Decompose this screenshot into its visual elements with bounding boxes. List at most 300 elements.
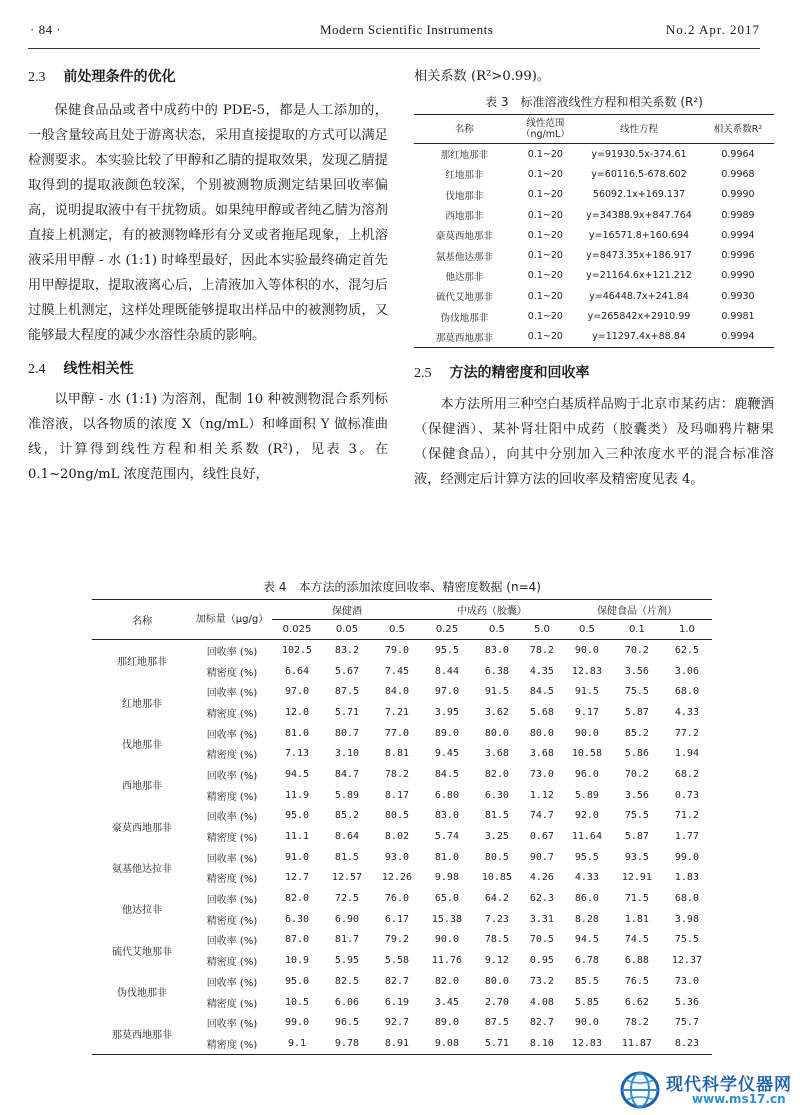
table-cell: 0.1~20 xyxy=(527,168,563,180)
metric-precision-label: 精密度 (%) xyxy=(206,750,258,762)
table-cell: 氨基他达那非 xyxy=(435,251,493,263)
table-3-body xyxy=(414,144,774,348)
section-2-5-heading: 2.5 方法的精密度和回收率 xyxy=(414,364,590,381)
table-cell: 4.08 xyxy=(529,996,554,1008)
table-cell: 91.0 xyxy=(284,851,310,863)
table-cell: 11.87 xyxy=(612,1033,662,1054)
table-4-block xyxy=(92,578,712,1055)
table-cell: y=91930.5x-374.61 xyxy=(591,148,687,160)
table-row xyxy=(414,245,774,265)
table-row xyxy=(92,723,712,744)
table-cell: 11.9 xyxy=(284,789,310,801)
table-cell: 68.2 xyxy=(674,768,699,780)
table-cell: 9.08 xyxy=(422,1033,472,1054)
table-cell: 0.1~20 xyxy=(527,250,563,262)
table-cell: 72.5 xyxy=(334,893,360,905)
table-cell: 87.5 xyxy=(484,1017,509,1029)
table-cell: 8.10 xyxy=(522,1033,562,1054)
table-cell: 伪伐地那非 xyxy=(440,312,489,324)
table-cell: 73.0 xyxy=(674,975,699,987)
table-4-caption: 表 4 本方法的添加浓度回收率、精密度数据 (n=4) xyxy=(263,580,541,594)
table-cell: y=21164.6x+121.212 xyxy=(586,270,692,282)
table-4-level-header: 0.025 xyxy=(272,620,322,640)
table-cell: 5.58 xyxy=(384,955,409,967)
table-cell: 4.26 xyxy=(529,872,554,884)
table-cell: y=265842x+2910.99 xyxy=(587,311,691,323)
table-cell: 96.5 xyxy=(334,1017,360,1029)
table-cell: 8.91 xyxy=(372,1033,422,1054)
table-row xyxy=(92,681,712,702)
table-row xyxy=(414,185,774,205)
table-cell: 70.5 xyxy=(529,934,554,946)
table-4-group-tablet: 保健食品（片剂） xyxy=(562,600,712,620)
metric-precision-label: 精密度 (%) xyxy=(206,957,258,969)
table-cell: 83.0 xyxy=(484,644,509,656)
table-cell: y=60116.5-678.602 xyxy=(591,168,687,180)
compound-name: 红地那非 xyxy=(122,698,162,710)
section-2-4-heading: 2.4 线性相关性 xyxy=(28,361,134,377)
table-cell: 1.83 xyxy=(674,872,699,884)
table-cell: 80.5 xyxy=(384,810,409,822)
table-cell: 6.17 xyxy=(384,913,409,925)
compound-name: 豪莫西地那非 xyxy=(112,822,172,834)
table-cell: 99.0 xyxy=(674,851,699,863)
table-cell: 6.80 xyxy=(434,789,459,801)
table-cell: 87.0 xyxy=(284,934,310,946)
table-3-col-range: 线性范围（ng/mL） xyxy=(515,115,576,144)
table-cell: 94.5 xyxy=(574,934,599,946)
table-cell: 91.5 xyxy=(574,686,599,698)
table-4-level-header: 1.0 xyxy=(662,620,712,640)
table-row xyxy=(92,764,712,785)
table-4-group-wine: 保健酒 xyxy=(272,600,422,620)
table-cell: 80.0 xyxy=(484,975,509,987)
table-cell: 6.30 xyxy=(484,789,509,801)
table-cell: 85.2 xyxy=(624,727,649,739)
table-cell: 豪莫西地那非 xyxy=(435,231,493,243)
table-cell: 3.06 xyxy=(674,665,699,677)
table-cell: 9.98 xyxy=(434,872,459,884)
table-cell: 0.1~20 xyxy=(527,209,563,221)
table-cell: 3.31 xyxy=(529,913,554,925)
compound-name: 他达拉非 xyxy=(122,905,162,917)
table-cell: y=34388.9x+847.764 xyxy=(586,209,692,221)
running-header xyxy=(20,22,760,44)
table-row xyxy=(414,306,774,326)
table-4-body xyxy=(92,640,712,1055)
table-cell: 1.94 xyxy=(674,748,699,760)
table-cell: 90.0 xyxy=(574,644,599,656)
table-cell: 71.5 xyxy=(624,893,649,905)
table-cell: 95.5 xyxy=(434,644,459,656)
table-cell: 90.7 xyxy=(529,851,554,863)
table-cell: 0.9990 xyxy=(721,270,755,282)
table-cell: 6.88 xyxy=(624,955,649,967)
table-cell: 0.9968 xyxy=(721,168,755,180)
metric-precision-label: 精密度 (%) xyxy=(206,833,258,845)
section-2-5-paragraph: 本方法所用三种空白基质样品购于北京市某药店：鹿鞭酒（保健酒）、某补肾壮阳中成药（胶囊类）及玛咖鸦片糖果（保健食品），向其中分别加入三种浓度水平的混合标准溶液，经测定后计算方法的回收率及精密度见表 4。 xyxy=(414,396,774,487)
table-row xyxy=(414,225,774,245)
table-cell: 5.89 xyxy=(574,789,599,801)
table-cell: 97.0 xyxy=(284,686,310,698)
table-cell: 99.0 xyxy=(284,1017,310,1029)
table-cell: 95.0 xyxy=(284,975,310,987)
table-cell: 0.9989 xyxy=(721,209,755,221)
metric-precision-label: 精密度 (%) xyxy=(206,667,258,679)
table-cell: 8.81 xyxy=(384,748,409,760)
table-cell: 9.78 xyxy=(322,1033,372,1054)
table-cell: 82.0 xyxy=(284,893,310,905)
table-cell: 4.35 xyxy=(529,665,554,677)
table-cell: 82.7 xyxy=(529,1017,554,1029)
table-cell: 9.12 xyxy=(484,955,509,967)
table-cell: 90.0 xyxy=(434,934,459,946)
table-cell: 84.5 xyxy=(434,768,459,780)
table-3-header-row xyxy=(414,115,774,144)
table-cell: 12.83 xyxy=(562,1033,612,1054)
table-row xyxy=(92,847,712,868)
table-4-level-header: 0.05 xyxy=(322,620,372,640)
table-cell: 74.7 xyxy=(529,810,554,822)
table-cell: 95.5 xyxy=(574,851,599,863)
table-3-col-r2: 相关系数R² xyxy=(702,115,774,144)
table-cell: 6.38 xyxy=(484,665,509,677)
section-2-4-paragraph: 以甲醇 - 水 (1:1) 为溶剂，配制 10 种被测物混合系列标准溶液，以各物质的浓度 X（ng/mL）和峰面积 Y 做标准曲线，计算得到线性方程和相关系数 (R²)，见表 3。在 0.1~20ng/mL 浓度范围内，线性良好， xyxy=(28,392,388,482)
table-cell: 3.10 xyxy=(334,748,360,760)
table-cell: 70.2 xyxy=(624,768,649,780)
table-cell: 95.0 xyxy=(284,810,310,822)
table-cell: 11.64 xyxy=(571,831,602,843)
compound-name: 那红地那非 xyxy=(117,657,167,669)
table-cell: 3.68 xyxy=(484,748,509,760)
compound-name: 氨基他达拉非 xyxy=(112,864,172,876)
table-cell: 10.85 xyxy=(481,872,512,884)
table-cell: 75.5 xyxy=(624,810,649,822)
table-cell: 96.0 xyxy=(574,768,599,780)
table-cell: 12.7 xyxy=(284,872,310,884)
right-column xyxy=(414,66,774,492)
table-cell: 81.7 xyxy=(334,934,360,946)
table-cell: 那莫西地那非 xyxy=(414,327,515,348)
table-cell: 5.87 xyxy=(624,831,649,843)
table-cell: 0.67 xyxy=(529,831,554,843)
table-row xyxy=(414,164,774,184)
table-cell: 68.0 xyxy=(674,686,699,698)
table-cell: 8.64 xyxy=(334,831,360,843)
table-cell: 87.5 xyxy=(334,686,360,698)
table-cell: 62.3 xyxy=(529,893,554,905)
table-cell: 12.37 xyxy=(671,955,702,967)
table-cell: 74.5 xyxy=(624,934,649,946)
table-cell: y=8473.35x+186.917 xyxy=(586,250,692,262)
table-cell: 0.9994 xyxy=(721,229,755,241)
table-cell: 76.5 xyxy=(624,975,649,987)
table-4-col-name: 名称 xyxy=(92,600,192,640)
table-cell: 68.0 xyxy=(674,893,699,905)
table-cell: 75.5 xyxy=(624,686,649,698)
table-4-header-row-1 xyxy=(92,600,712,620)
journal-name: Modern Scientific Instruments xyxy=(320,22,494,37)
table-cell: 0.1~20 xyxy=(527,189,563,201)
table-cell: 89.0 xyxy=(434,727,459,739)
table-cell: 84.7 xyxy=(334,768,360,780)
table-cell: 7.23 xyxy=(484,913,509,925)
table-cell: 5.71 xyxy=(472,1033,522,1054)
table-cell: 9.1 xyxy=(272,1033,322,1054)
table-cell: 5.67 xyxy=(334,665,360,677)
table-cell: 82.0 xyxy=(434,975,459,987)
table-cell: 92.7 xyxy=(384,1017,409,1029)
table-cell: 5.71 xyxy=(334,706,360,718)
table-cell: 97.0 xyxy=(434,686,459,698)
table-cell: 78.2 xyxy=(624,1017,649,1029)
table-cell: 12.0 xyxy=(284,706,310,718)
table-cell: 12.91 xyxy=(621,872,652,884)
table-cell: 9.17 xyxy=(574,706,599,718)
table-cell: 5.87 xyxy=(624,706,649,718)
table-cell: 91.5 xyxy=(484,686,509,698)
table-cell: 5.85 xyxy=(574,996,599,1008)
table-4-level-header: 5.0 xyxy=(522,620,562,640)
table-cell: 3.62 xyxy=(484,706,509,718)
table-cell: 6.62 xyxy=(624,996,649,1008)
table-row xyxy=(414,286,774,306)
table-cell: 6.90 xyxy=(334,913,360,925)
table-cell: 12.57 xyxy=(331,872,363,884)
table-cell: 4.33 xyxy=(674,706,699,718)
table-row xyxy=(92,806,712,827)
metric-recovery-label: 回收率 (%) xyxy=(206,770,258,782)
metric-recovery-label: 回收率 (%) xyxy=(206,853,258,865)
table-cell: 11.1 xyxy=(284,831,310,843)
table-cell: 0.9981 xyxy=(721,311,755,323)
table-row xyxy=(92,971,712,992)
table-row xyxy=(414,266,774,286)
table-cell: 90.0 xyxy=(574,727,599,739)
table-cell: 0.73 xyxy=(674,789,699,801)
table-cell: 9.45 xyxy=(434,748,459,760)
issue-info: No.2 Apr. 2017 xyxy=(665,22,760,37)
page-number: · 84 · xyxy=(30,22,62,37)
table-cell: 0.9994 xyxy=(702,327,774,348)
table-cell: 硫代艾地那非 xyxy=(435,292,493,304)
compound-name: 那莫西地那非 xyxy=(92,1012,192,1054)
table-4-level-header: 0.5 xyxy=(372,620,422,640)
table-4-level-header: 0.1 xyxy=(612,620,662,640)
compound-name: 硫代艾地那非 xyxy=(112,946,172,958)
table-cell: 5.68 xyxy=(529,706,554,718)
metric-recovery-label: 回收率 (%) xyxy=(206,688,258,700)
table-cell: 红地那非 xyxy=(445,170,484,182)
table-cell: 6.06 xyxy=(334,996,360,1008)
table-cell: 4.33 xyxy=(574,872,599,884)
table-cell: 86.0 xyxy=(574,893,599,905)
table-cell: 12.83 xyxy=(571,665,602,677)
table-cell: 84.5 xyxy=(529,686,554,698)
table-cell: 1.81 xyxy=(624,913,649,925)
table-cell: 3.95 xyxy=(434,706,459,718)
table-cell: y=16571.8+160.694 xyxy=(588,229,690,241)
table-cell: 65.0 xyxy=(434,893,459,905)
site-watermark xyxy=(618,1068,798,1112)
table-3-caption: 表 3 标准溶液线性方程和相关系数 (R²) xyxy=(485,95,703,109)
table-cell: 70.2 xyxy=(624,644,649,656)
table-cell: 0.1~20 xyxy=(527,229,563,241)
table-cell: 89.0 xyxy=(434,1017,459,1029)
table-cell: 92.0 xyxy=(574,810,599,822)
table-cell: 81.0 xyxy=(434,851,459,863)
table-cell: 7.13 xyxy=(284,748,310,760)
table-cell: 0.1~20 xyxy=(527,148,563,160)
metric-recovery-label: 回收率 (%) xyxy=(206,812,258,824)
table-cell: 5.89 xyxy=(334,789,360,801)
table-cell: 102.5 xyxy=(281,644,313,656)
metric-precision-label: 精密度 (%) xyxy=(206,915,258,927)
table-cell: 82.0 xyxy=(484,768,509,780)
table-cell: 15.38 xyxy=(431,913,462,925)
table-cell: 12.26 xyxy=(381,872,413,884)
compound-name: 西地那非 xyxy=(122,781,162,793)
table-cell: 78.5 xyxy=(484,934,509,946)
header-rule xyxy=(28,48,760,49)
table-cell: 5.74 xyxy=(434,831,459,843)
table-cell: 8.23 xyxy=(662,1033,712,1054)
table-row xyxy=(92,930,712,951)
table-cell: 93.0 xyxy=(384,851,409,863)
table-cell: 77.2 xyxy=(674,727,699,739)
watermark-title: 现代科学仪器网 xyxy=(666,1075,792,1095)
table-cell: 85.2 xyxy=(334,810,360,822)
table-cell: 79.2 xyxy=(384,934,409,946)
table-row xyxy=(414,327,774,348)
table-cell: 77.0 xyxy=(384,727,409,739)
table-cell: 0.9990 xyxy=(721,189,755,201)
table-cell: 81.0 xyxy=(284,727,310,739)
section-2-3-paragraph: 保健食品品或者中成药中的 PDE-5，都是人工添加的，一般含量较高且处于游离状态，采用直接提取的方式可以满足检测要求。本实验比较了甲醇和乙腈的提取效果，发现乙腈提取得到的提取液颜色较深，个别被测物质测定结果回收率偏高，说明提取液中有干扰物质。如果纯甲醇或者纯乙腈为溶剂直接上机测定，有的被测物峰形有分叉或者拖尾现象，上机溶液采用甲醇 - 水 (1:1) 时峰型最好，因此本实验最终确定首先用甲醇提取，提取液离心后，上清液加入等体积的水，混匀后过膜上机测定，这样处理既能够提取出样品中的被测物质，又能够最大程度的减少水溶性杂质的影响。 xyxy=(28,103,388,343)
metric-recovery-label: 回收率 (%) xyxy=(206,895,258,907)
table-cell: 0.95 xyxy=(529,955,554,967)
table-cell: 81.5 xyxy=(334,851,360,863)
metric-precision-label: 精密度 (%) xyxy=(206,791,258,803)
table-cell: 93.5 xyxy=(624,851,649,863)
table-cell: 7.21 xyxy=(384,706,409,718)
table-row xyxy=(92,888,712,909)
globe-logo-icon xyxy=(618,1070,662,1110)
table-cell: 6.30 xyxy=(284,913,310,925)
table-cell: 1.12 xyxy=(529,789,554,801)
table-row xyxy=(414,144,774,165)
table-cell: 3.45 xyxy=(434,996,459,1008)
table-cell: 8.17 xyxy=(384,789,409,801)
left-column xyxy=(28,66,388,487)
table-cell: 11.76 xyxy=(431,955,462,967)
table-cell: 76.0 xyxy=(384,893,409,905)
table-cell: 90.0 xyxy=(574,1017,599,1029)
table-cell: 10.58 xyxy=(571,748,602,760)
watermark-url: www.ms17.cn xyxy=(692,1092,786,1106)
table-cell: 西地那非 xyxy=(445,211,484,223)
compound-name: 伐地那非 xyxy=(122,739,162,751)
table-cell: 伐地那非 xyxy=(445,190,484,202)
table-4-level-header: 0.5 xyxy=(562,620,612,640)
table-cell: 79.0 xyxy=(384,644,409,656)
table-cell: 80.0 xyxy=(529,727,554,739)
table-cell: 3.68 xyxy=(529,748,554,760)
table-row xyxy=(92,1012,712,1033)
table-cell: 64.2 xyxy=(484,893,509,905)
table-cell: 85.5 xyxy=(574,975,599,987)
table-4-level-header: 0.25 xyxy=(422,620,472,640)
table-4-group-capsule: 中成药（胶囊） xyxy=(422,600,562,620)
table-cell: 8.28 xyxy=(574,913,599,925)
table-4-col-level: 加标量（μg/g） xyxy=(192,600,272,640)
table-cell: 78.2 xyxy=(529,644,554,656)
metric-recovery-label: 回收率 (%) xyxy=(206,1019,258,1031)
table-cell: y=11297.4x+88.84 xyxy=(576,327,702,348)
table-cell: 82.5 xyxy=(334,975,360,987)
table-cell: 0.1~20 xyxy=(515,327,576,348)
table-cell: 0.9930 xyxy=(721,290,755,302)
table-cell: 3.56 xyxy=(624,789,649,801)
table-cell: 62.5 xyxy=(674,644,699,656)
table-cell: 10.5 xyxy=(284,996,310,1008)
table-4-level-header: 0.5 xyxy=(472,620,522,640)
table-cell: 84.0 xyxy=(384,686,409,698)
table-cell: 0.1~20 xyxy=(527,290,563,302)
table-cell: 8.02 xyxy=(384,831,409,843)
table-cell: 71.2 xyxy=(674,810,699,822)
table-cell: y=46448.7x+241.84 xyxy=(589,290,689,302)
table-cell: 80.0 xyxy=(484,727,509,739)
table-cell: 0.1~20 xyxy=(527,270,563,282)
table-cell: 80.5 xyxy=(484,851,509,863)
table-cell: 3.98 xyxy=(674,913,699,925)
table-cell: 73.0 xyxy=(529,768,554,780)
metric-recovery-label: 回收率 (%) xyxy=(206,936,258,948)
table-cell: 7.45 xyxy=(384,665,409,677)
table-3-col-name: 名称 xyxy=(414,115,515,144)
section-2-4-continuation: 相关系数 (R²>0.99)。 xyxy=(414,69,551,84)
table-row xyxy=(92,640,712,661)
table-row xyxy=(414,205,774,225)
table-cell: 5.36 xyxy=(674,996,699,1008)
table-cell: 3.56 xyxy=(624,665,649,677)
table-cell: 75.5 xyxy=(674,934,699,946)
table-cell: 1.77 xyxy=(674,831,699,843)
table-cell: 0.9964 xyxy=(721,148,755,160)
table-cell: 73.2 xyxy=(529,975,554,987)
metric-precision-label: 精密度 (%) xyxy=(206,874,258,886)
table-cell: 81.5 xyxy=(484,810,509,822)
table-cell: 10.9 xyxy=(284,955,310,967)
table-cell: 94.5 xyxy=(284,768,310,780)
metric-recovery-label: 回收率 (%) xyxy=(206,729,258,741)
table-cell: 82.7 xyxy=(384,975,409,987)
table-cell: 0.1~20 xyxy=(527,311,563,323)
table-cell: 0.9996 xyxy=(721,250,755,262)
table-cell: 75.7 xyxy=(674,1017,699,1029)
compound-name: 伪伐地那非 xyxy=(117,988,167,1000)
metric-recovery-label: 回收率 (%) xyxy=(206,977,258,989)
table-cell: 他达那非 xyxy=(445,271,484,283)
table-cell: 5.95 xyxy=(334,955,360,967)
metric-recovery-label: 回收率 (%) xyxy=(206,646,258,658)
table-cell: 80.7 xyxy=(334,727,360,739)
table-4 xyxy=(92,599,712,1055)
table-cell: 83.2 xyxy=(334,644,360,656)
table-cell: 5.86 xyxy=(624,748,649,760)
table-cell: 那红地那非 xyxy=(440,150,489,162)
